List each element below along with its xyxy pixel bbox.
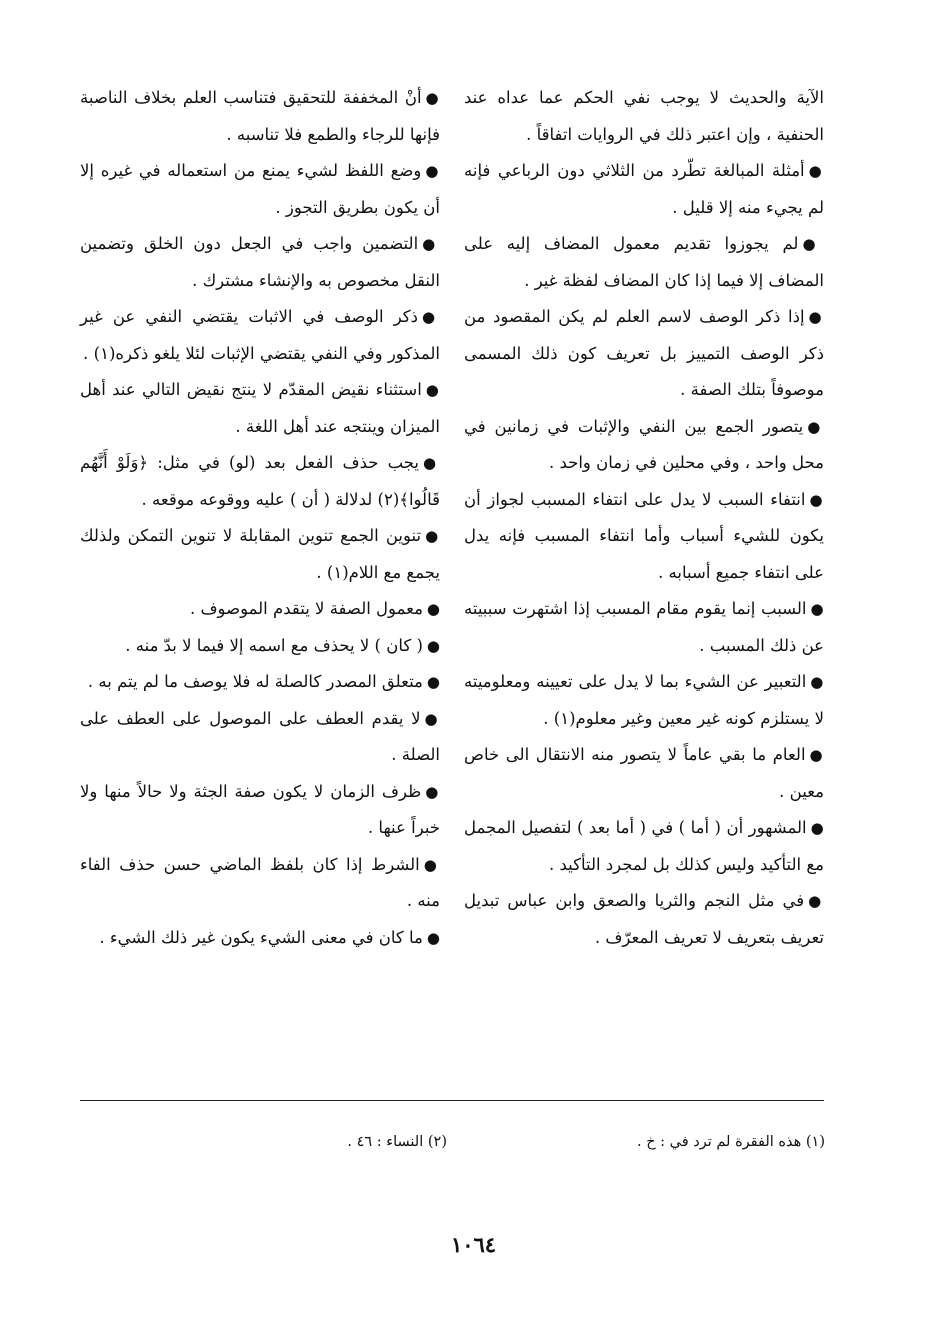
footnote-1: (١) هذه الفقرة لم ترد في : خ .: [637, 1134, 825, 1150]
bullet-icon: ●: [808, 162, 824, 180]
entry-text: العام ما بقي عاماً لا يتصور منه الانتقال الى خاص معين .: [464, 745, 824, 801]
footnote-separator: [80, 1100, 824, 1101]
entry-paragraph: [464, 299, 824, 409]
entry-text: في مثل النجم والثريا والصعق وابن عباس تبديل تعريف بتعريف لا تعريف المعرّف .: [464, 891, 824, 947]
entry-paragraph: [464, 409, 824, 482]
entry-paragraph: [80, 774, 440, 847]
bullet-icon: ●: [425, 89, 440, 107]
entry-text: الآية والحديث لا يوجب نفي الحكم عما عداه عند الحنفية ، وإن اعتبر ذلك في الروايات اتفاقاً .: [464, 88, 824, 144]
entry-text: التعبير عن الشيء بما لا يدل على تعيينه ومعلوميته لا يستلزم كونه غير معين وغير معلوم(١) .: [464, 672, 824, 728]
entry-paragraph: [464, 153, 824, 226]
footnote-2: (٢) النساء : ٤٦ .: [347, 1134, 447, 1150]
entry-paragraph: [464, 883, 824, 956]
entry-paragraph: [80, 847, 440, 920]
entry-text: يجب حذف الفعل بعد (لو) في مثل: ﴿وَلَوْ أَنَّهُم قَالُوا﴾(٢) لدلالة ( أن ) عليه ووقوعه موقعه .: [80, 453, 440, 509]
entry-text: أنْ المخففة للتحقيق فتناسب العلم بخلاف الناصبة فإنها للرجاء والطمع فلا تناسبه .: [80, 88, 440, 144]
entry-paragraph: [80, 153, 440, 226]
entry-text: معمول الصفة لا يتقدم الموصوف .: [189, 599, 423, 618]
bullet-icon: ●: [808, 892, 824, 910]
entry-text: ذكر الوصف في الاثبات يقتضي النفي عن غير المذكور وفي النفي يقتضي الإثبات لئلا يلغو ذكره(١) .: [80, 307, 440, 363]
entry-paragraph: [464, 482, 824, 592]
entry-paragraph: [464, 664, 824, 737]
entry-text: ما كان في معنى الشيء يكون غير ذلك الشيء .: [99, 927, 423, 947]
bullet-icon: ●: [425, 381, 440, 399]
bullet-icon: ●: [810, 673, 824, 691]
bullet-icon: ●: [809, 746, 824, 764]
bullet-icon: ●: [807, 417, 824, 436]
bullet-icon: ●: [426, 928, 440, 947]
entry-text: إذا ذكر الوصف لاسم العلم لم يكن المقصود من ذكر الوصف التمييز بل تعريف كون ذلك المسمى موصوفاً بتلك الصفة .: [464, 307, 824, 399]
entry-text: الشرط إذا كان بلفظ الماضي حسن حذف الفاء منه .: [80, 854, 440, 910]
bullet-icon: ●: [425, 527, 440, 545]
entry-text: أمثلة المبالغة تطّرد من الثلاثي دون الرباعي فإنه لم يجيء منه إلا قليل .: [464, 161, 824, 217]
left-column: [80, 80, 440, 956]
entry-paragraph: [464, 737, 824, 810]
entry-paragraph: [464, 80, 824, 153]
bullet-icon: ●: [425, 162, 440, 180]
bullet-icon: ●: [425, 782, 440, 801]
entry-text: وضع اللفظ لشيء يمنع من استعماله في غيره إلا أن يكون بطريق التجوز .: [80, 161, 440, 217]
entry-text: لا يقدم العطف على الموصول على العطف على الصلة .: [80, 708, 440, 764]
entry-paragraph: [80, 664, 440, 701]
entry-text: استثناء نقيض المقدّم لا ينتج نقيض التالي عند أهل الميزان وينتجه عند أهل اللغة .: [80, 380, 440, 436]
bullet-icon: ●: [810, 819, 824, 837]
bullet-icon: ●: [809, 490, 824, 509]
entry-text: متعلق المصدر كالصلة له فلا يوصف ما لم يتم به .: [87, 672, 423, 691]
entry-text: السبب إنما يقوم مقام المسبب إذا اشتهرت سببيته عن ذلك المسبب .: [464, 599, 824, 655]
entry-paragraph: [80, 518, 440, 591]
entry-paragraph: [80, 372, 440, 445]
entry-paragraph: [80, 80, 440, 153]
entry-text: ظرف الزمان لا يكون صفة الجثة ولا حالاً منها ولا خبراً عنها .: [80, 781, 440, 837]
entry-text: التضمين واجب في الجعل دون الخلق وتضمين النقل مخصوص به والإنشاء مشترك .: [80, 234, 440, 290]
bullet-icon: ●: [808, 308, 825, 326]
entry-paragraph: [80, 445, 440, 518]
bullet-icon: ●: [422, 308, 440, 326]
entry-text: المشهور أن ( أما ) في ( أما بعد ) لتفصيل المجمل مع التأكيد وليس كذلك بل لمجرد التأكيد .: [464, 818, 824, 874]
entry-paragraph: [80, 920, 440, 957]
entry-paragraph: [80, 299, 440, 372]
entry-paragraph: [464, 810, 824, 883]
entry-paragraph: [464, 226, 824, 299]
bullet-icon: ●: [423, 855, 440, 874]
entry-text: ( كان ) لا يحذف مع اسمه إلا فيما لا بدّ منه .: [125, 635, 423, 655]
entry-paragraph: [80, 701, 440, 774]
entry-text: لم يجوزوا تقديم معمول المضاف إليه على المضاف إلا فيما إذا كان المضاف لفظة غير .: [464, 234, 824, 290]
bullet-icon: ●: [802, 235, 824, 253]
entry-text: يتصور الجمع بين النفي والإثبات في زمانين في محل واحد ، وفي محلين في زمان واحد .: [464, 416, 824, 472]
entry-paragraph: [80, 226, 440, 299]
bullet-icon: ●: [426, 636, 440, 655]
entry-text: تنوين الجمع تنوين المقابلة لا تنوين التمكن ولذلك يجمع مع اللام(١) .: [80, 526, 440, 582]
bullet-icon: ●: [423, 454, 440, 472]
bullet-icon: ●: [810, 600, 824, 618]
entry-paragraph: [464, 591, 824, 664]
entry-text: انتفاء السبب لا يدل على انتفاء المسبب لجواز أن يكون للشيء أسباب وأما انتفاء المسبب فإنه يدل على انتفاء جميع أسبابه .: [464, 489, 824, 582]
bullet-icon: ●: [422, 235, 440, 253]
entry-paragraph: [80, 591, 440, 628]
right-column: [464, 80, 824, 956]
bullet-icon: ●: [426, 600, 440, 618]
page-number: ١٠٦٤: [450, 1232, 497, 1257]
entry-paragraph: [80, 628, 440, 665]
bullet-icon: ●: [424, 709, 440, 728]
bullet-icon: ●: [426, 673, 440, 691]
